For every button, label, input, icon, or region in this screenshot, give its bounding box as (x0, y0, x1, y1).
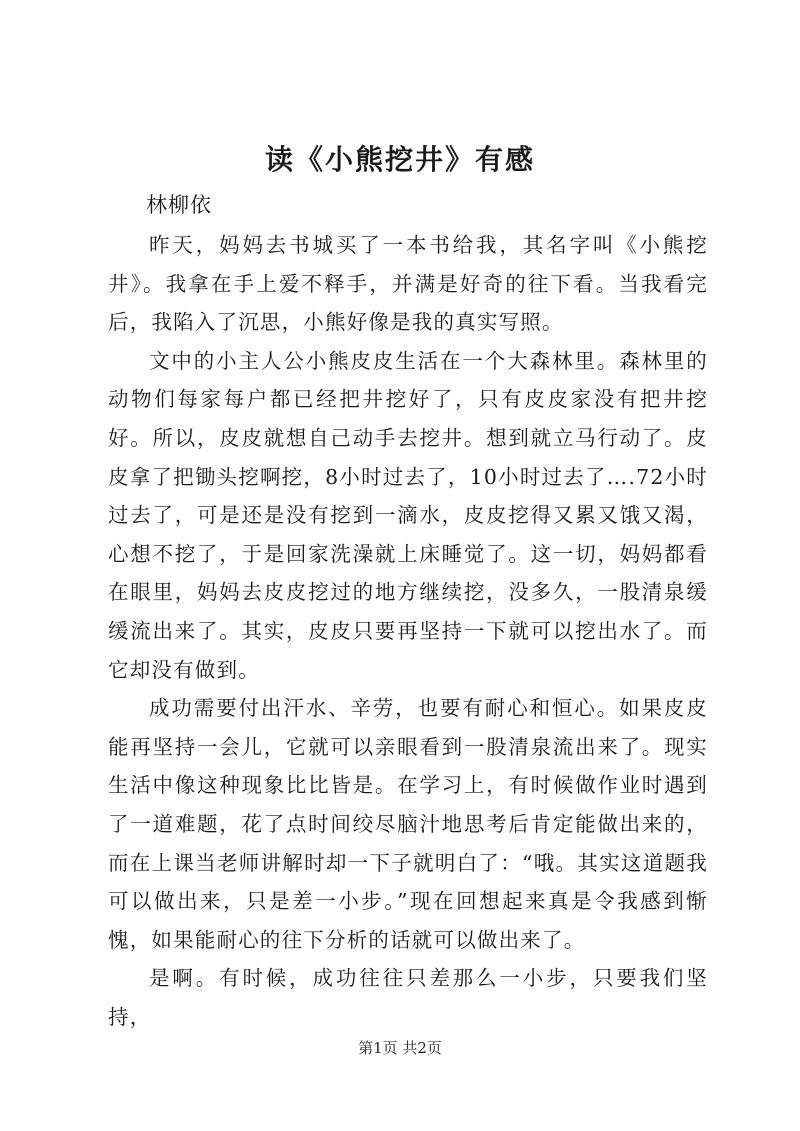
document-title: 读《小熊挖井》有感 (264, 143, 535, 176)
page-footer: 第1页 共2页 (358, 1039, 442, 1057)
paragraph-1: 昨天，妈妈去书城买了一本书给我，其名字叫《小熊挖井》。我拿在手上爱不释手，并满是好奇的往下看。当我看完后，我陷入了沉思，小熊好像是我的真实写照。 (108, 233, 708, 335)
paragraph-3: 成功需要付出汗水、辛劳，也要有耐心和恒心。如果皮皮能再坚持一会儿，它就可以亲眼看到一股清泉流出来了。现实生活中像这种现象比比皆是。在学习上，有时候做作业时遇到了一道难题，花了点时间绞尽脑汁地思考后肯定能做出来的，而在上课当老师讲解时却一下子就明白了：“哦。其实这道题我可以做出来，只是差一小步。”现在回想起来真是令我感到惭愧，如果能耐心的往下分析的话就可以做出来了。 (108, 696, 708, 952)
paragraph-2: 文中的小主人公小熊皮皮生活在一个大森林里。森林里的动物们每家每户都已经把井挖好了，只有皮皮家没有把井挖好。所以，皮皮就想自己动手去挖井。想到就立马行动了。皮皮拿了把锄头挖啊挖，8小时过去了，10小时过去了….72小时过去了，可是还是没有挖到一滴水，皮皮挖得又累又饿又渴，心想不挖了，于是回家洗澡就上床睡觉了。这一切，妈妈都看在眼里，妈妈去皮皮挖过的地方继续挖，没多久，一股清泉缓缓流出来了。其实，皮皮只要再坚持一下就可以挖出水了。而它却没有做到。 (108, 348, 708, 682)
paragraph-4: 是啊。有时候，成功往往只差那么一小步，只要我们坚持， (108, 966, 708, 1029)
author-name: 林柳依 (146, 193, 212, 217)
document-body (108, 226, 708, 1036)
